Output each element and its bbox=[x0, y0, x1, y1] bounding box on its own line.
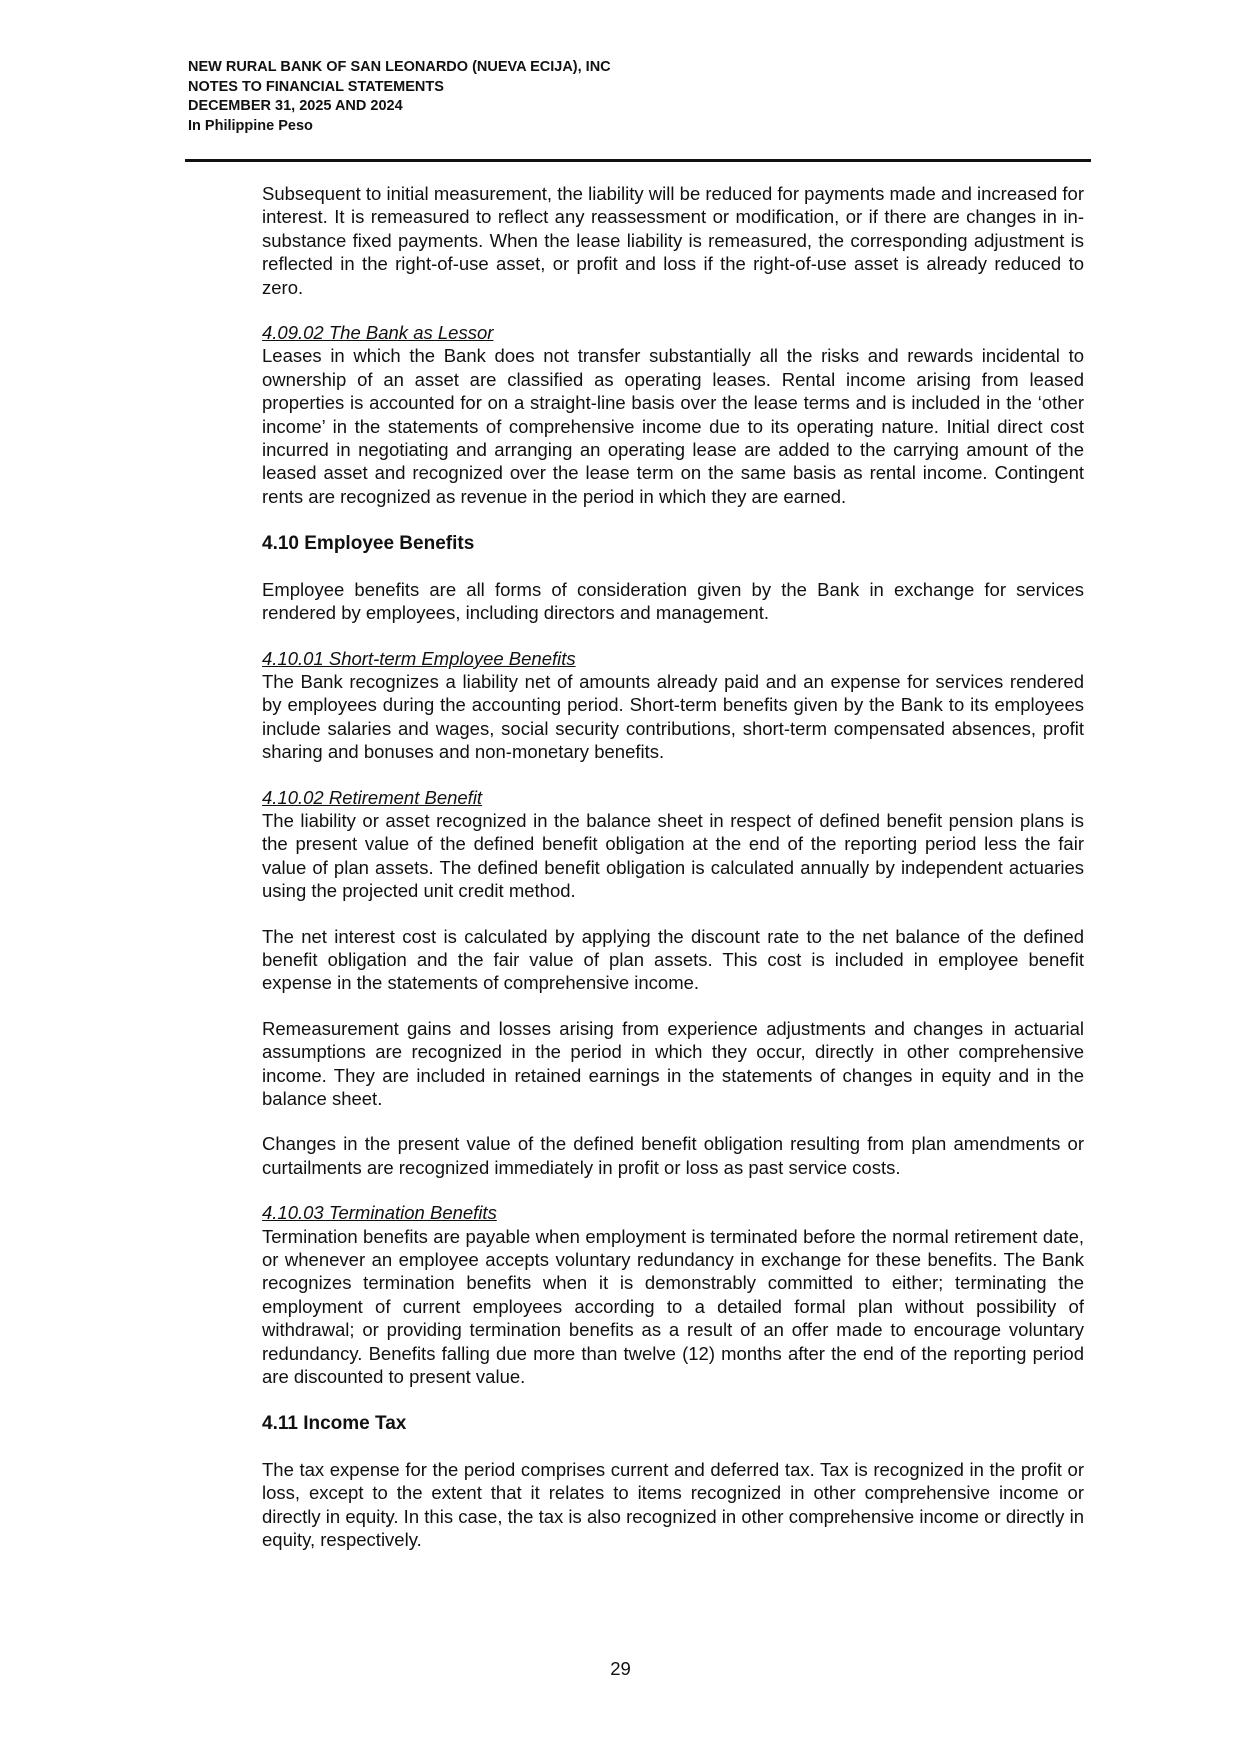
header-divider bbox=[185, 159, 1091, 162]
company-name: NEW RURAL BANK OF SAN LEONARDO (NUEVA ECIJA), INC bbox=[188, 59, 611, 75]
paragraph-retirement-benefit-3: Remeasurement gains and losses arising from experience adjustments and changes in actuarial assumptions are recognized in the period in which they occur, directly in other comprehensive income. They are included in retained earnings in the statements of changes in equity and in the balance sheet. bbox=[262, 1017, 1084, 1109]
paragraph-short-term-benefits: The Bank recognizes a liability net of amounts already paid and an expense for services rendered by employees during the accounting period. Short-term benefits given by the Bank to its employees include salaries and wages, social security contributions, short-term compensated absences, profit sharing and bonuses and non-monetary benefits. bbox=[262, 670, 1084, 763]
paragraph-retirement-benefit-2: The net interest cost is calculated by applying the discount rate to the net balance of the defined benefit obligation and the fair value of plan assets. This cost is included in employee benefit expense in the statements of comprehensive income. bbox=[262, 925, 1084, 994]
section-heading-income-tax: 4.11 Income Tax bbox=[262, 1413, 407, 1435]
subheading-bank-as-lessor: 4.09.02 The Bank as Lessor bbox=[262, 322, 494, 344]
document-title: NOTES TO FINANCIAL STATEMENTS bbox=[188, 78, 444, 95]
paragraph-lease-remeasurement: Subsequent to initial measurement, the liability will be reduced for payments made and increased for interest. It is remeasured to reflect any reassessment or modification, or if there are changes in in-substance fixed payments. When the lease liability is remeasured, the corresponding adjustment is reflected in the right-of-use asset, or profit and loss if the right-of-use asset is already reduced to zero. bbox=[262, 183, 1084, 298]
paragraph-employee-benefits: Employee benefits are all forms of consideration given by the Bank in exchange for services rendered by employees, including directors and management. bbox=[262, 578, 1084, 624]
paragraph-income-tax: The tax expense for the period comprises current and deferred tax. Tax is recognized in the profit or loss, except to the extent that it relates to items recognized in other comprehensive income or directly in equity. In this case, the tax is also recognized in other comprehensive income or directly in equity, respectively. bbox=[262, 1458, 1084, 1551]
paragraph-retirement-benefit-1: The liability or asset recognized in the balance sheet in respect of defined benefit pension plans is the present value of the defined benefit obligation at the end of the reporting period less the fair value of plan assets. The defined benefit obligation is calculated annually by independent actuaries using the projected unit credit method. bbox=[262, 809, 1084, 902]
subheading-termination-benefits: 4.10.03 Termination Benefits bbox=[262, 1202, 497, 1224]
paragraph-retirement-benefit-4: Changes in the present value of the defined benefit obligation resulting from plan amendments or curtailments are recognized immediately in profit or loss as past service costs. bbox=[262, 1133, 1084, 1178]
paragraph-bank-as-lessor: Leases in which the Bank does not transfer substantially all the risks and rewards incidental to ownership of an asset are classified as operating leases. Rental income arising from leased properties is accounted for on a straight-line basis over the lease terms and is included in the ‘other income’ in the statements of comprehensive income due to its operating nature. Initial direct cost incurred in negotiating and arranging an operating lease are added to the carrying amount of the leased asset and recognized over the lease term on the same basis as rental income. Contingent rents are recognized as revenue in the period in which they are earned. bbox=[262, 345, 1084, 507]
currency-note: In Philippine Peso bbox=[188, 117, 313, 134]
section-heading-employee-benefits: 4.10 Employee Benefits bbox=[262, 533, 475, 555]
paragraph-termination-benefits: Termination benefits are payable when employment is terminated before the normal retirement date, or whenever an employee accepts voluntary redundancy in exchange for these benefits. The Bank recognizes termination benefits when it is demonstrably committed to either; terminating the employment of current employees according to a detailed formal plan without possibility of withdrawal; or providing termination benefits as a result of an offer made to encourage voluntary redundancy. Benefits falling due more than twelve (12) months after the end of the reporting period are discounted to present value. bbox=[262, 1225, 1084, 1388]
page-number: 29 bbox=[610, 1658, 631, 1679]
report-date: DECEMBER 31, 2025 AND 2024 bbox=[188, 98, 403, 114]
document-body bbox=[262, 182, 1084, 1552]
subheading-short-term-benefits: 4.10.01 Short-term Employee Benefits bbox=[262, 647, 576, 669]
document-header bbox=[188, 58, 1088, 136]
subheading-retirement-benefit: 4.10.02 Retirement Benefit bbox=[262, 786, 483, 808]
